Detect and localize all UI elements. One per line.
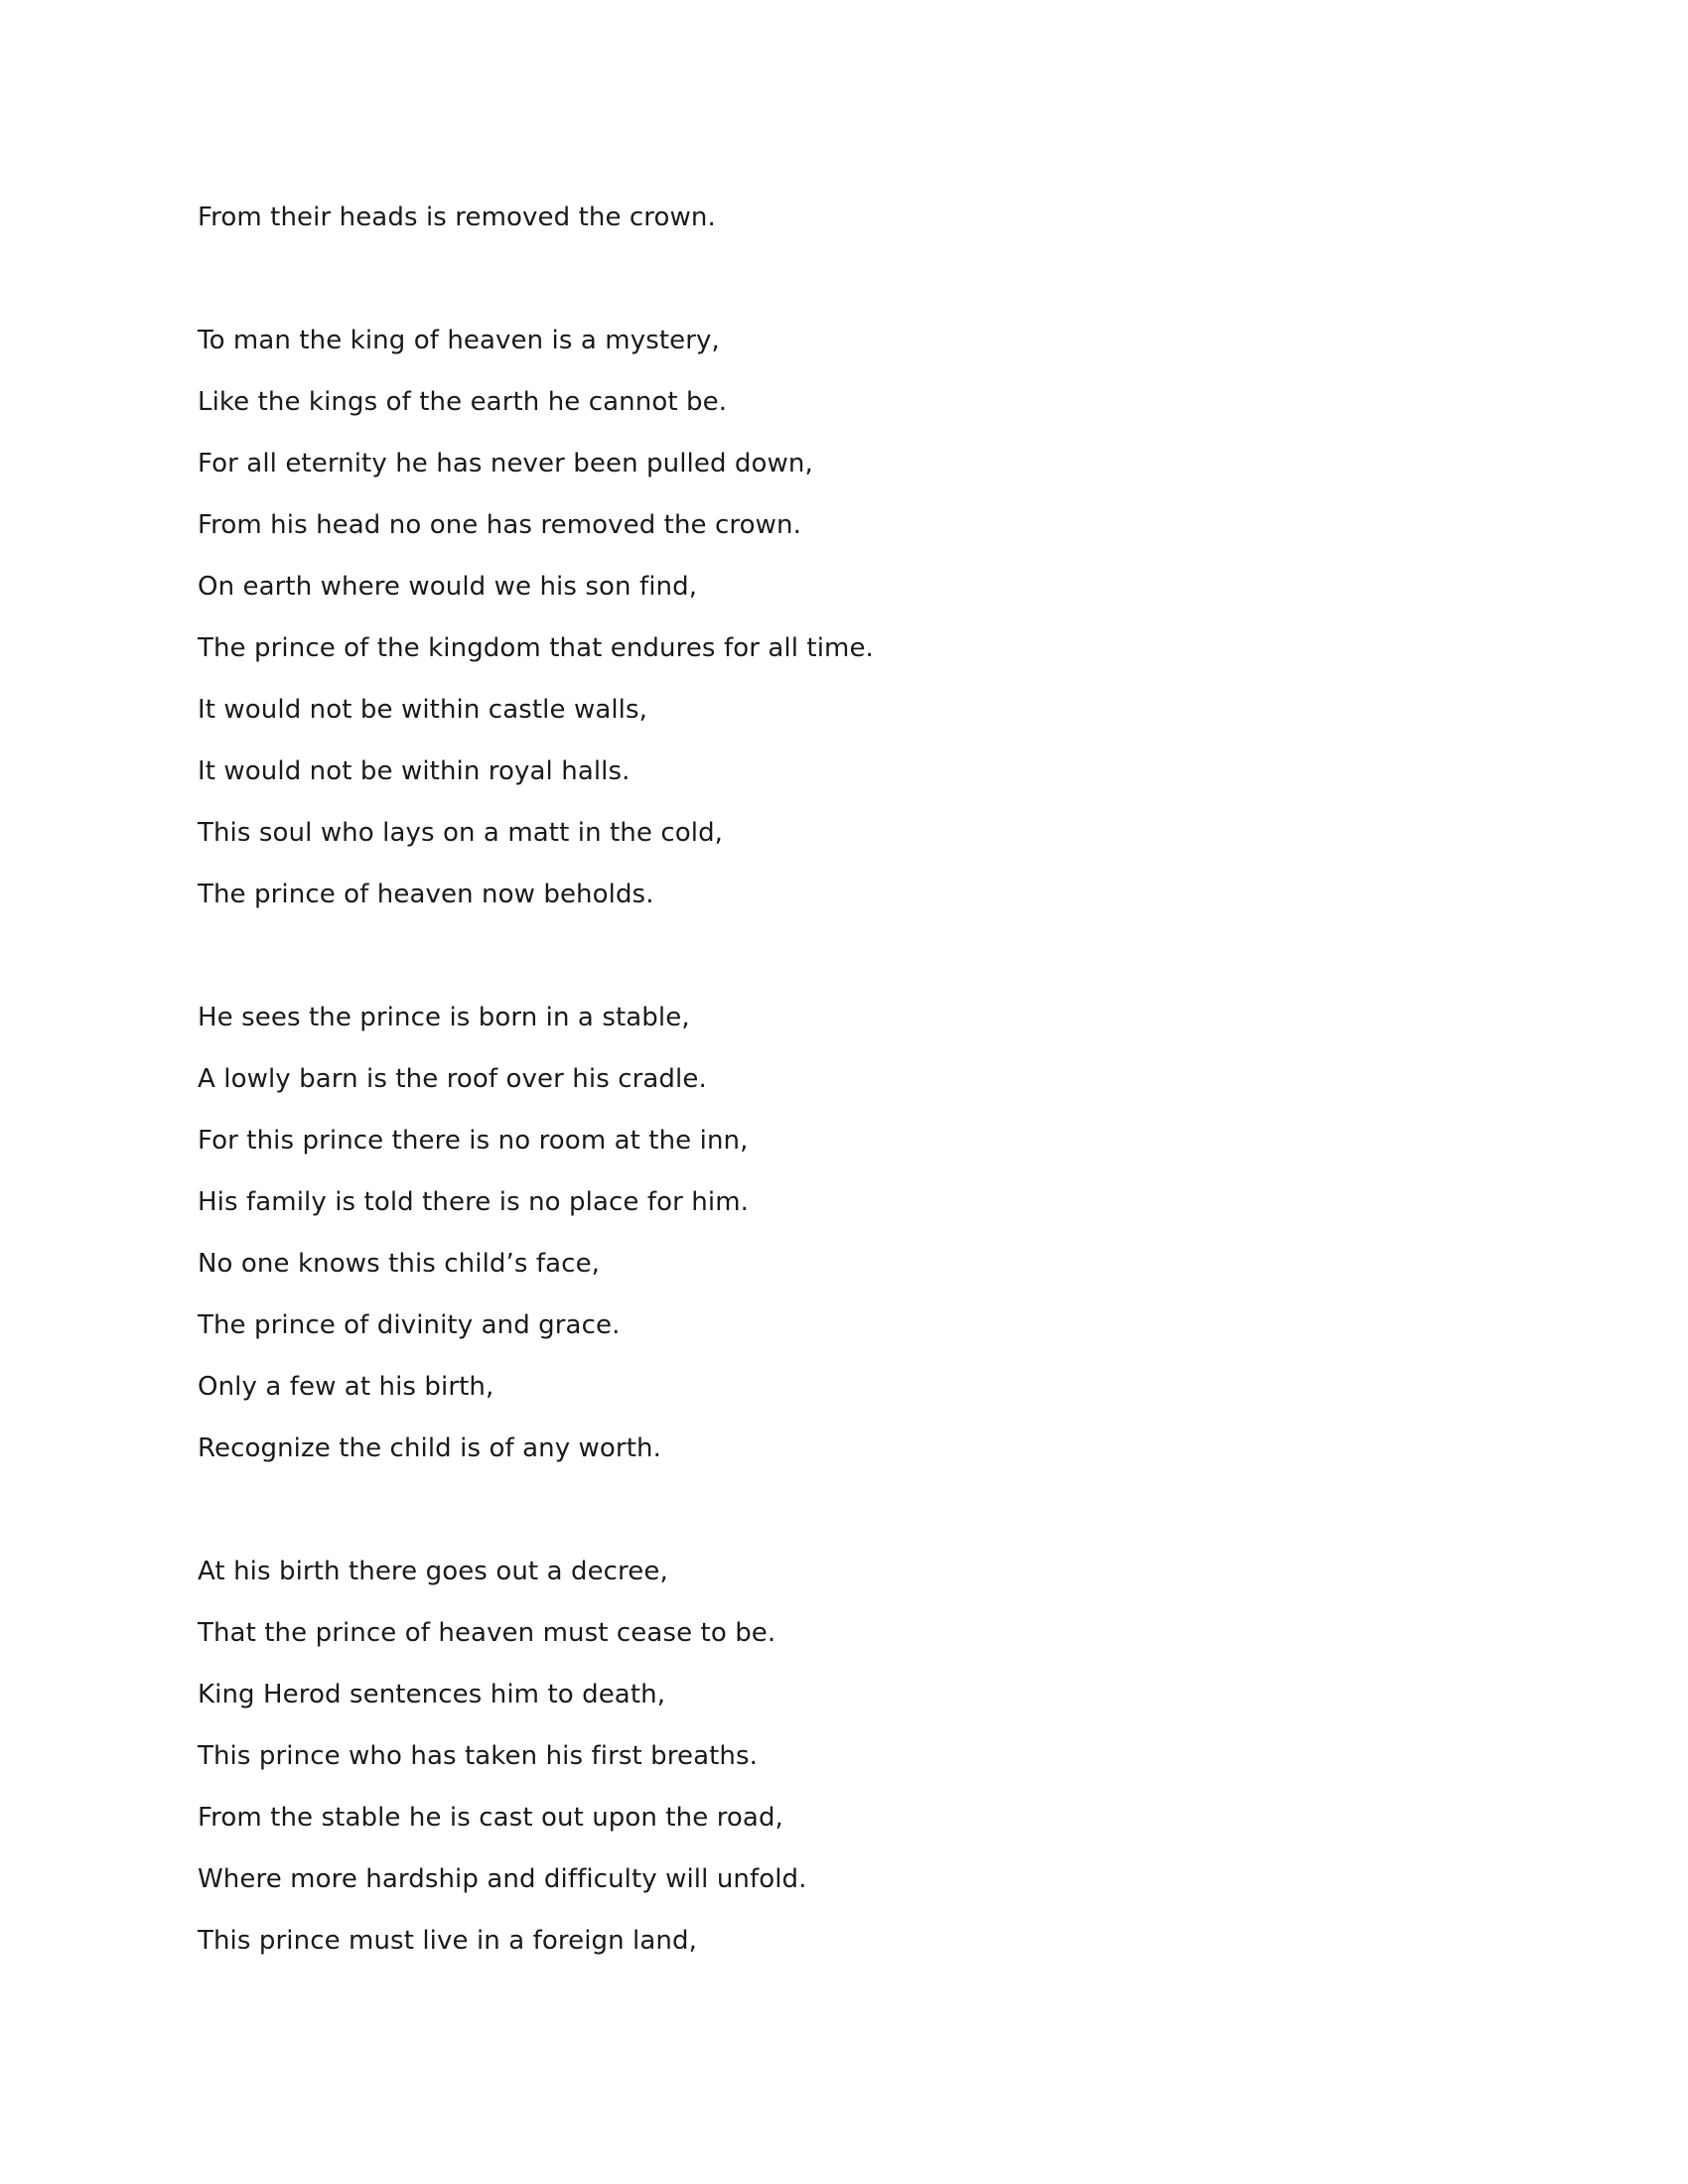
poem-line: A lowly barn is the roof over his cradle. xyxy=(198,1064,707,1094)
poem-line: Like the kings of the earth he cannot be. xyxy=(198,387,728,417)
poem-line: On earth where would we his son find, xyxy=(198,572,698,602)
stanza-break xyxy=(198,1491,1488,1553)
poem-line: For this prince there is no room at the inn, xyxy=(198,1126,749,1156)
stanza-1 xyxy=(198,199,1488,260)
poem-line: Where more hardship and difficulty will unfold. xyxy=(198,1864,807,1894)
poem-line: This soul who lays on a matt in the cold, xyxy=(198,818,724,848)
stanza-4 xyxy=(198,1553,1488,1983)
stanza-3 xyxy=(198,999,1488,1491)
stanza-break xyxy=(198,260,1488,322)
poem-line: From the stable he is cast out upon the road, xyxy=(198,1803,783,1833)
poem-line: His family is told there is no place for him. xyxy=(198,1187,749,1217)
poem-line: This prince must live in a foreign land, xyxy=(198,1926,697,1956)
poem-line: It would not be within royal halls. xyxy=(198,756,631,786)
poem-line: Only a few at his birth, xyxy=(198,1372,494,1402)
stanza-break xyxy=(198,937,1488,999)
poem-line: For all eternity he has never been pulled down, xyxy=(198,449,813,478)
poem-line: He sees the prince is born in a stable, xyxy=(198,1003,690,1032)
poem-line: At his birth there goes out a decree, xyxy=(198,1557,668,1586)
poem-line: No one knows this child’s face, xyxy=(198,1249,601,1279)
poem-line: It would not be within castle walls, xyxy=(198,695,648,725)
poem-line: The prince of divinity and grace. xyxy=(198,1310,621,1340)
poem-line: The prince of heaven now beholds. xyxy=(198,880,654,909)
poem-line: That the prince of heaven must cease to be. xyxy=(198,1618,776,1648)
poem-body xyxy=(198,199,1488,1983)
poem-line: To man the king of heaven is a mystery, xyxy=(198,326,720,355)
poem-line: Recognize the child is of any worth. xyxy=(198,1433,661,1463)
poem-line: From his head no one has removed the crown. xyxy=(198,510,801,540)
poem-line: The prince of the kingdom that endures for all time. xyxy=(198,633,874,663)
stanza-2 xyxy=(198,322,1488,937)
poem-line: From their heads is removed the crown. xyxy=(198,203,716,232)
poem-line: King Herod sentences him to death, xyxy=(198,1680,666,1709)
poem-line: This prince who has taken his first breaths. xyxy=(198,1741,758,1771)
